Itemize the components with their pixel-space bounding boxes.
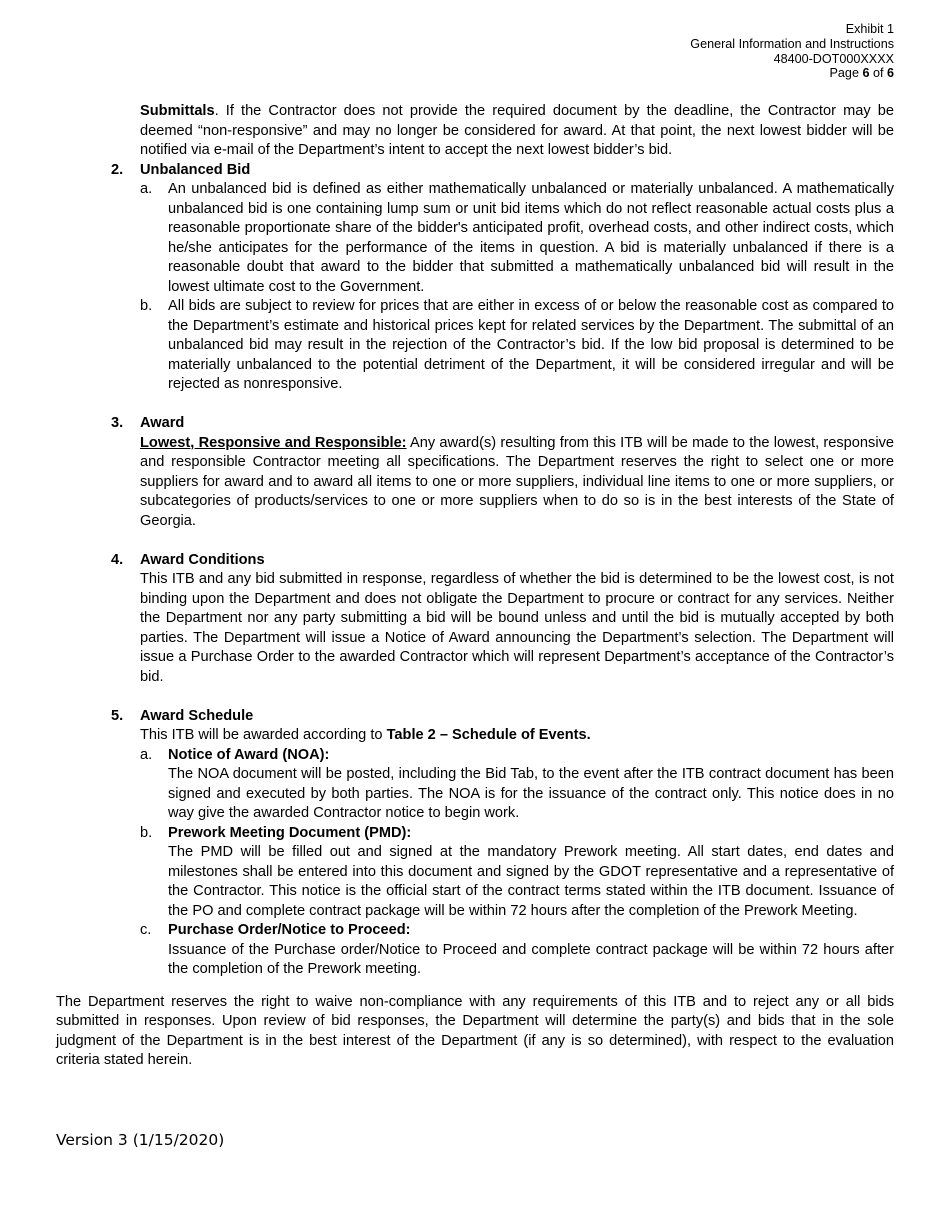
list-letter: c. <box>140 922 152 938</box>
list-item <box>140 921 894 980</box>
award-schedule-intro: This ITB will be awarded according to Table 2 – Schedule of Events. <box>140 727 591 743</box>
submittals-paragraph: Submittals. If the Contractor does not provide the required document by the deadline, the Contractor may be deemed “non-responsive” and may no longer be considered for award. At that point, the next lowest bidder will be notified via e-mail of the Department’s intent to accept the next lowest bidder’s bid. <box>140 103 894 158</box>
section-unbalanced-bid <box>56 161 894 395</box>
section-number: 4. <box>111 551 124 568</box>
section-award <box>56 414 894 531</box>
exhibit-label: Exhibit 1 <box>845 22 894 36</box>
section-title: Unbalanced Bid <box>140 161 251 178</box>
document-number: 48400-DOT000XXXX <box>773 51 894 66</box>
section-number: 2. <box>111 161 124 178</box>
list-text: The NOA document will be posted, including the Bid Tab, to the event after the ITB contract document has been signed and executed by both parties. The NOA is for the issuance of the contract only. This notice does in no way give the awarded Contractor notice to begin work. <box>168 766 894 821</box>
list-heading: Prework Meeting Document (PMD): <box>168 824 412 841</box>
list-letter: b. <box>140 824 153 841</box>
list-letter: a. <box>140 746 153 763</box>
document-body <box>56 102 894 1071</box>
header-subtitle: General Information and Instructions <box>690 36 894 51</box>
award-lead: Lowest, Responsive and Responsible: <box>140 434 407 451</box>
list-heading: Purchase Order/Notice to Proceed: <box>168 922 411 938</box>
list-heading: Notice of Award (NOA): <box>168 746 330 763</box>
page-current: 6 <box>862 66 870 81</box>
section-award-conditions <box>56 551 894 688</box>
closing-paragraph: The Department reserves the right to waive non-compliance with any requirements of this ITB and to reject any or all bids submitted in responses. Upon review of bid responses, the Department will determine the party(s) and bids that in the sole judgment of the Department is in the best interest of the Department (if any is so determined), with respect to the evaluation criteria stated herein. <box>56 993 894 1068</box>
section-title: Award Schedule <box>140 707 254 724</box>
version-footer: Version 3 (1/15/2020) <box>56 1131 225 1149</box>
section-title: Award <box>140 415 185 431</box>
list-item <box>140 180 894 297</box>
list-letter: a. <box>140 181 153 197</box>
list-item <box>140 297 894 395</box>
section-number: 3. <box>111 415 124 431</box>
list-text: An unbalanced bid is defined as either mathematically unbalanced or materially unbalanced. A mathematically unbalanced bid is one containing lump sum or unit bid items which do not reflect reasonable actual costs plus a reasonable proportionate share of the bidder's anticipated profit, overhead costs, and other indirect costs, which he/she anticipates for the performance of the items in question. A bid is materially unbalanced if there is a reasonable doubt that award to the bidder that submitted a mathematically unbalanced bid will result in the lowest ultimate cost to the Government. <box>168 181 894 295</box>
page-total: 6 <box>886 66 894 81</box>
list-text: Issuance of the Purchase order/Notice to Proceed and complete contract package will be within 72 hours after the completion of the Prework meeting. <box>168 941 894 977</box>
section-award-schedule <box>56 707 894 980</box>
award-conditions-paragraph: This ITB and any bid submitted in response, regardless of whether the bid is determined to be the lowest cost, is not binding upon the Department and does not obligate the Department to procure or contract for any services. Neither the Department nor any party submitting a bid will be bound unless and until the bid is mutually accepted by both parties. The Department will issue a Notice of Award announcing the Department’s selection. The Department will issue a Purchase Order to the awarded Contractor which will represent Department’s acceptance of the Contractor’s bid. <box>140 571 894 685</box>
list-item <box>140 824 894 922</box>
page-header <box>690 22 894 81</box>
list-letter: b. <box>140 298 153 314</box>
list-item <box>140 746 894 824</box>
submittals-lead: Submittals <box>140 103 215 119</box>
section-number: 5. <box>111 707 124 724</box>
award-paragraph: Lowest, Responsive and Responsible: Any award(s) resulting from this ITB will be made to the lowest, responsive and responsible Contractor meeting all specifications. The Department reserves the right to select one or more suppliers for award and to award all items to one or more suppliers, individual line items to one or more suppliers, or subcategories of products/services to one or more suppliers when to do so is in the best interests of the State of Georgia. <box>140 434 894 529</box>
page-indicator: Page 6 of 6 <box>829 66 894 81</box>
schedule-table-reference: Table 2 – Schedule of Events. <box>386 727 591 743</box>
list-text: All bids are subject to review for prices that are either in excess of or below the reasonable cost as compared to the Department’s estimate and historical prices kept for related services by the Department. The submittal of an unbalanced bid may result in the rejection of the Contractor’s bid. If the low bid proposal is determined to be materially unbalanced to the potential detriment of the Department, it will be considered irregular and will be rejected as nonresponsive. <box>168 298 894 392</box>
list-text: The PMD will be filled out and signed at the mandatory Prework meeting. All start dates, end dates and milestones shall be entered into this document and signed by the GDOT representative and a representative of the Contractor. This notice is the official start of the contract terms stated within the ITB document. Issuance of the PO and complete contract package will be within 72 hours after the completion of the Prework Meeting. <box>168 844 894 919</box>
section-title: Award Conditions <box>140 551 265 568</box>
